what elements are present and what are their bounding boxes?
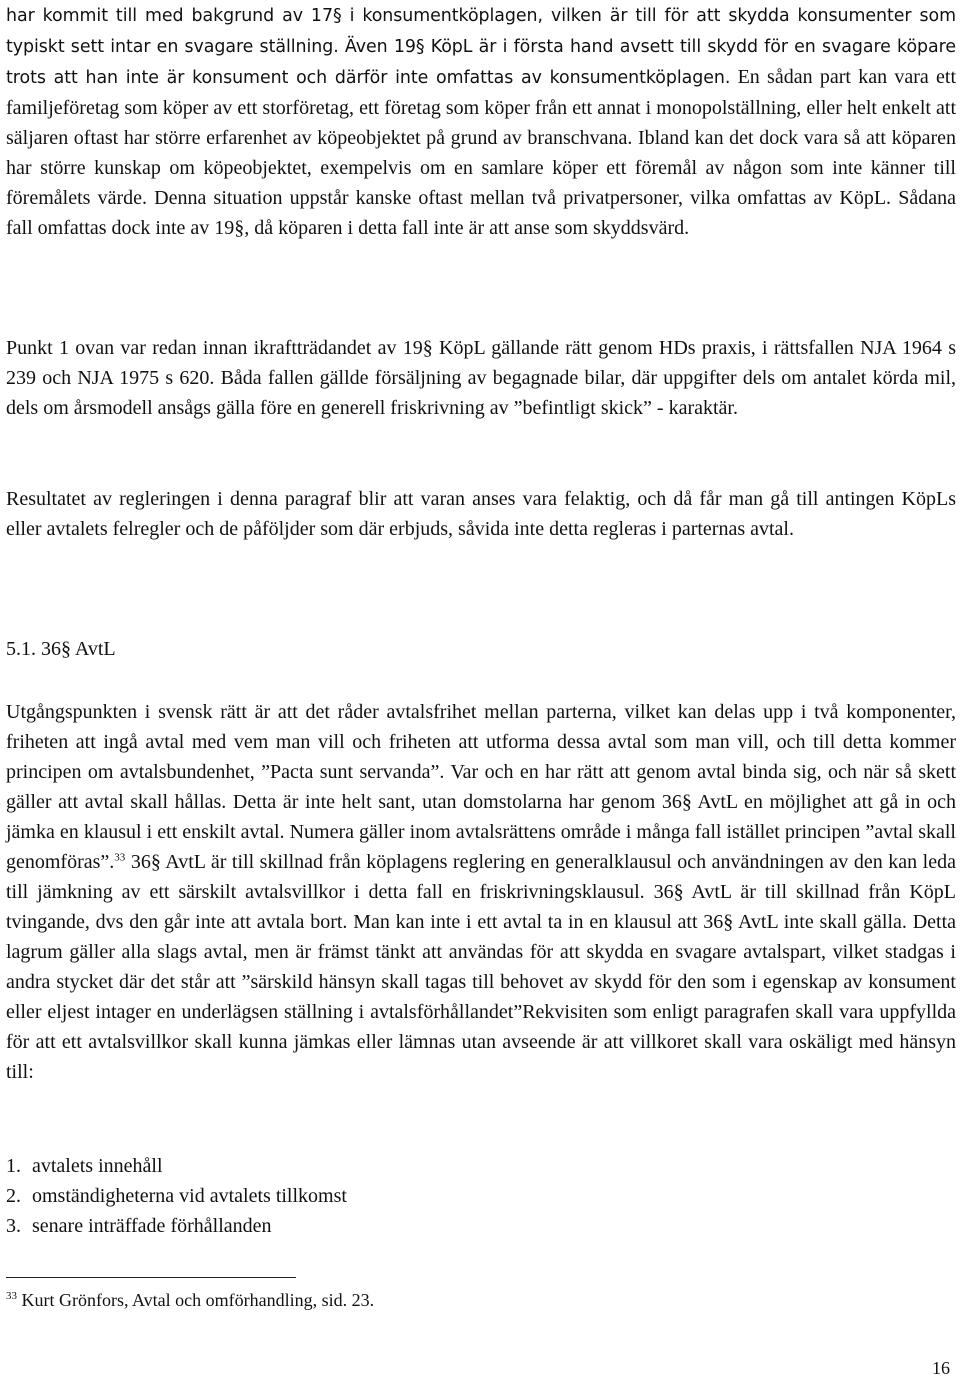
list-item-number: 2. [6,1185,21,1207]
criteria-list [6,1151,956,1241]
footnote [6,1288,374,1312]
paragraph-1-sans-part: har kommit till med bakgrund av 17§ i konsumentköplagen, vilken är till för att skydda konsumenter som typiskt sett intar en svagare ställning. Även 19§ KöpL är i första hand avsett till skydd för en svagare köpare trots att han inte är konsument och därför inte omfattas av konsumentköplagen. [6,6,956,88]
paragraph-4-part-b: 36§ AvtL är till skillnad från köplagens reglering en generalklausul och användningen av den kan leda till jämkning av ett särskilt avtalsvillkor i detta fall en friskrivningsklausul. 36§ AvtL är till skillnad från KöpL tvingande, dvs den går inte att avtala bort. Man kan inte i ett avtal ta in en klausul att 36§ AvtL inte skall gälla. Detta lagrum gäller alla slags avtal, men är främst tänkt att användas för att skydda en svagare avtalspart, vilket stadgas i andra stycket där det står att ”särskild hänsyn skall tagas till behovet av skydd för den som i egenskap av konsument eller eljest intager en underlägsen ställning i avtalsförhållandet”Rekvisiten som enligt paragrafen skall vara uppfyllda för att ett avtalsvillkor skall kunna jämkas eller lämnas utan avseende är att villkoret skall vara oskäligt med hänsyn till: [6,851,956,1083]
list-item [6,1181,956,1211]
list-item [6,1211,956,1241]
footnote-number: 33 [6,1290,17,1302]
paragraph-1 [6,0,956,243]
list-item-number: 1. [6,1155,21,1177]
footnote-reference[interactable]: 33 [114,851,126,864]
paragraph-1-rest: Ibland kan det dock vara så att köparen har större kunskap om köpeobjektet, exempelvis om en samlare köper ett föremål av någon som inte känner till föremålets värde. Denna situation uppstår kanske oftast mellan två privatpersoner, vilka omfattas av KöpL. Sådana fall omfattas dock inte av 19§, då köparen i detta fall inte är att anse som skyddsvärd. [6,127,956,239]
paragraph-4 [6,697,956,1087]
list-item-text: avtalets innehåll [32,1155,163,1177]
paragraph-4-part-a: Utgångspunkten i svensk rätt är att det råder avtalsfrihet mellan parterna, vilket kan delas upp i två komponenter, friheten att ingå avtal med vem man vill och friheten att utforma dessa avtal som man vill, och till detta kommer principen om avtalsbundenhet, ”Pacta sunt servanda”. Var och en har rätt att genom avtal binda sig, och när så skett gäller att avtal skall hållas. Detta är inte helt sant, utan domstolarna har genom 36§ AvtL en möjlighet att gå in och jämka en klausul i ett enskilt avtal. Numera gäller inom avtalsrättens område i många fall istället principen ”avtal skall genomföras”. [6,701,956,873]
list-item-text: senare inträffade förhållanden [32,1215,272,1237]
list-item [6,1151,956,1181]
list-item-number: 3. [6,1215,21,1237]
list-item-text: omständigheterna vid avtalets tillkomst [32,1185,347,1207]
page-number: 16 [932,1358,950,1378]
paragraph-3: Resultatet av regleringen i denna paragraf blir att varan anses vara felaktig, och då får man gå till antingen KöpLs eller avtalets felregler och de påföljder som där erbjuds, såvida inte detta regleras i parternas avtal. [6,488,956,540]
paragraph-2: Punkt 1 ovan var redan innan ikraftträdandet av 19§ KöpL gällande rätt genom HDs praxis, i rättsfallen NJA 1964 s 239 och NJA 1975 s 620. Båda fallen gällde försäljning av begagnade bilar, där uppgifter dels om antalet körda mil, dels om årsmodell ansågs gälla före en generell friskrivning av ”befintligt skick” - karaktär. [6,337,956,419]
footnote-divider [6,1277,296,1278]
paragraph-1-serif-part: En sådan part kan vara ett familjeföretag som köper av ett storföretag, ett företag som köper från ett annat i monopolställning, eller helt enkelt att säljaren oftast har större erfarenhet av köpeobjektet på grund av branschvana. [6,66,956,149]
footnote-text: Kurt Grönfors, Avtal och omförhandling, sid. 23. [17,1290,375,1310]
document-page [6,0,956,1380]
section-heading: 5.1. 36§ AvtL [6,638,116,660]
